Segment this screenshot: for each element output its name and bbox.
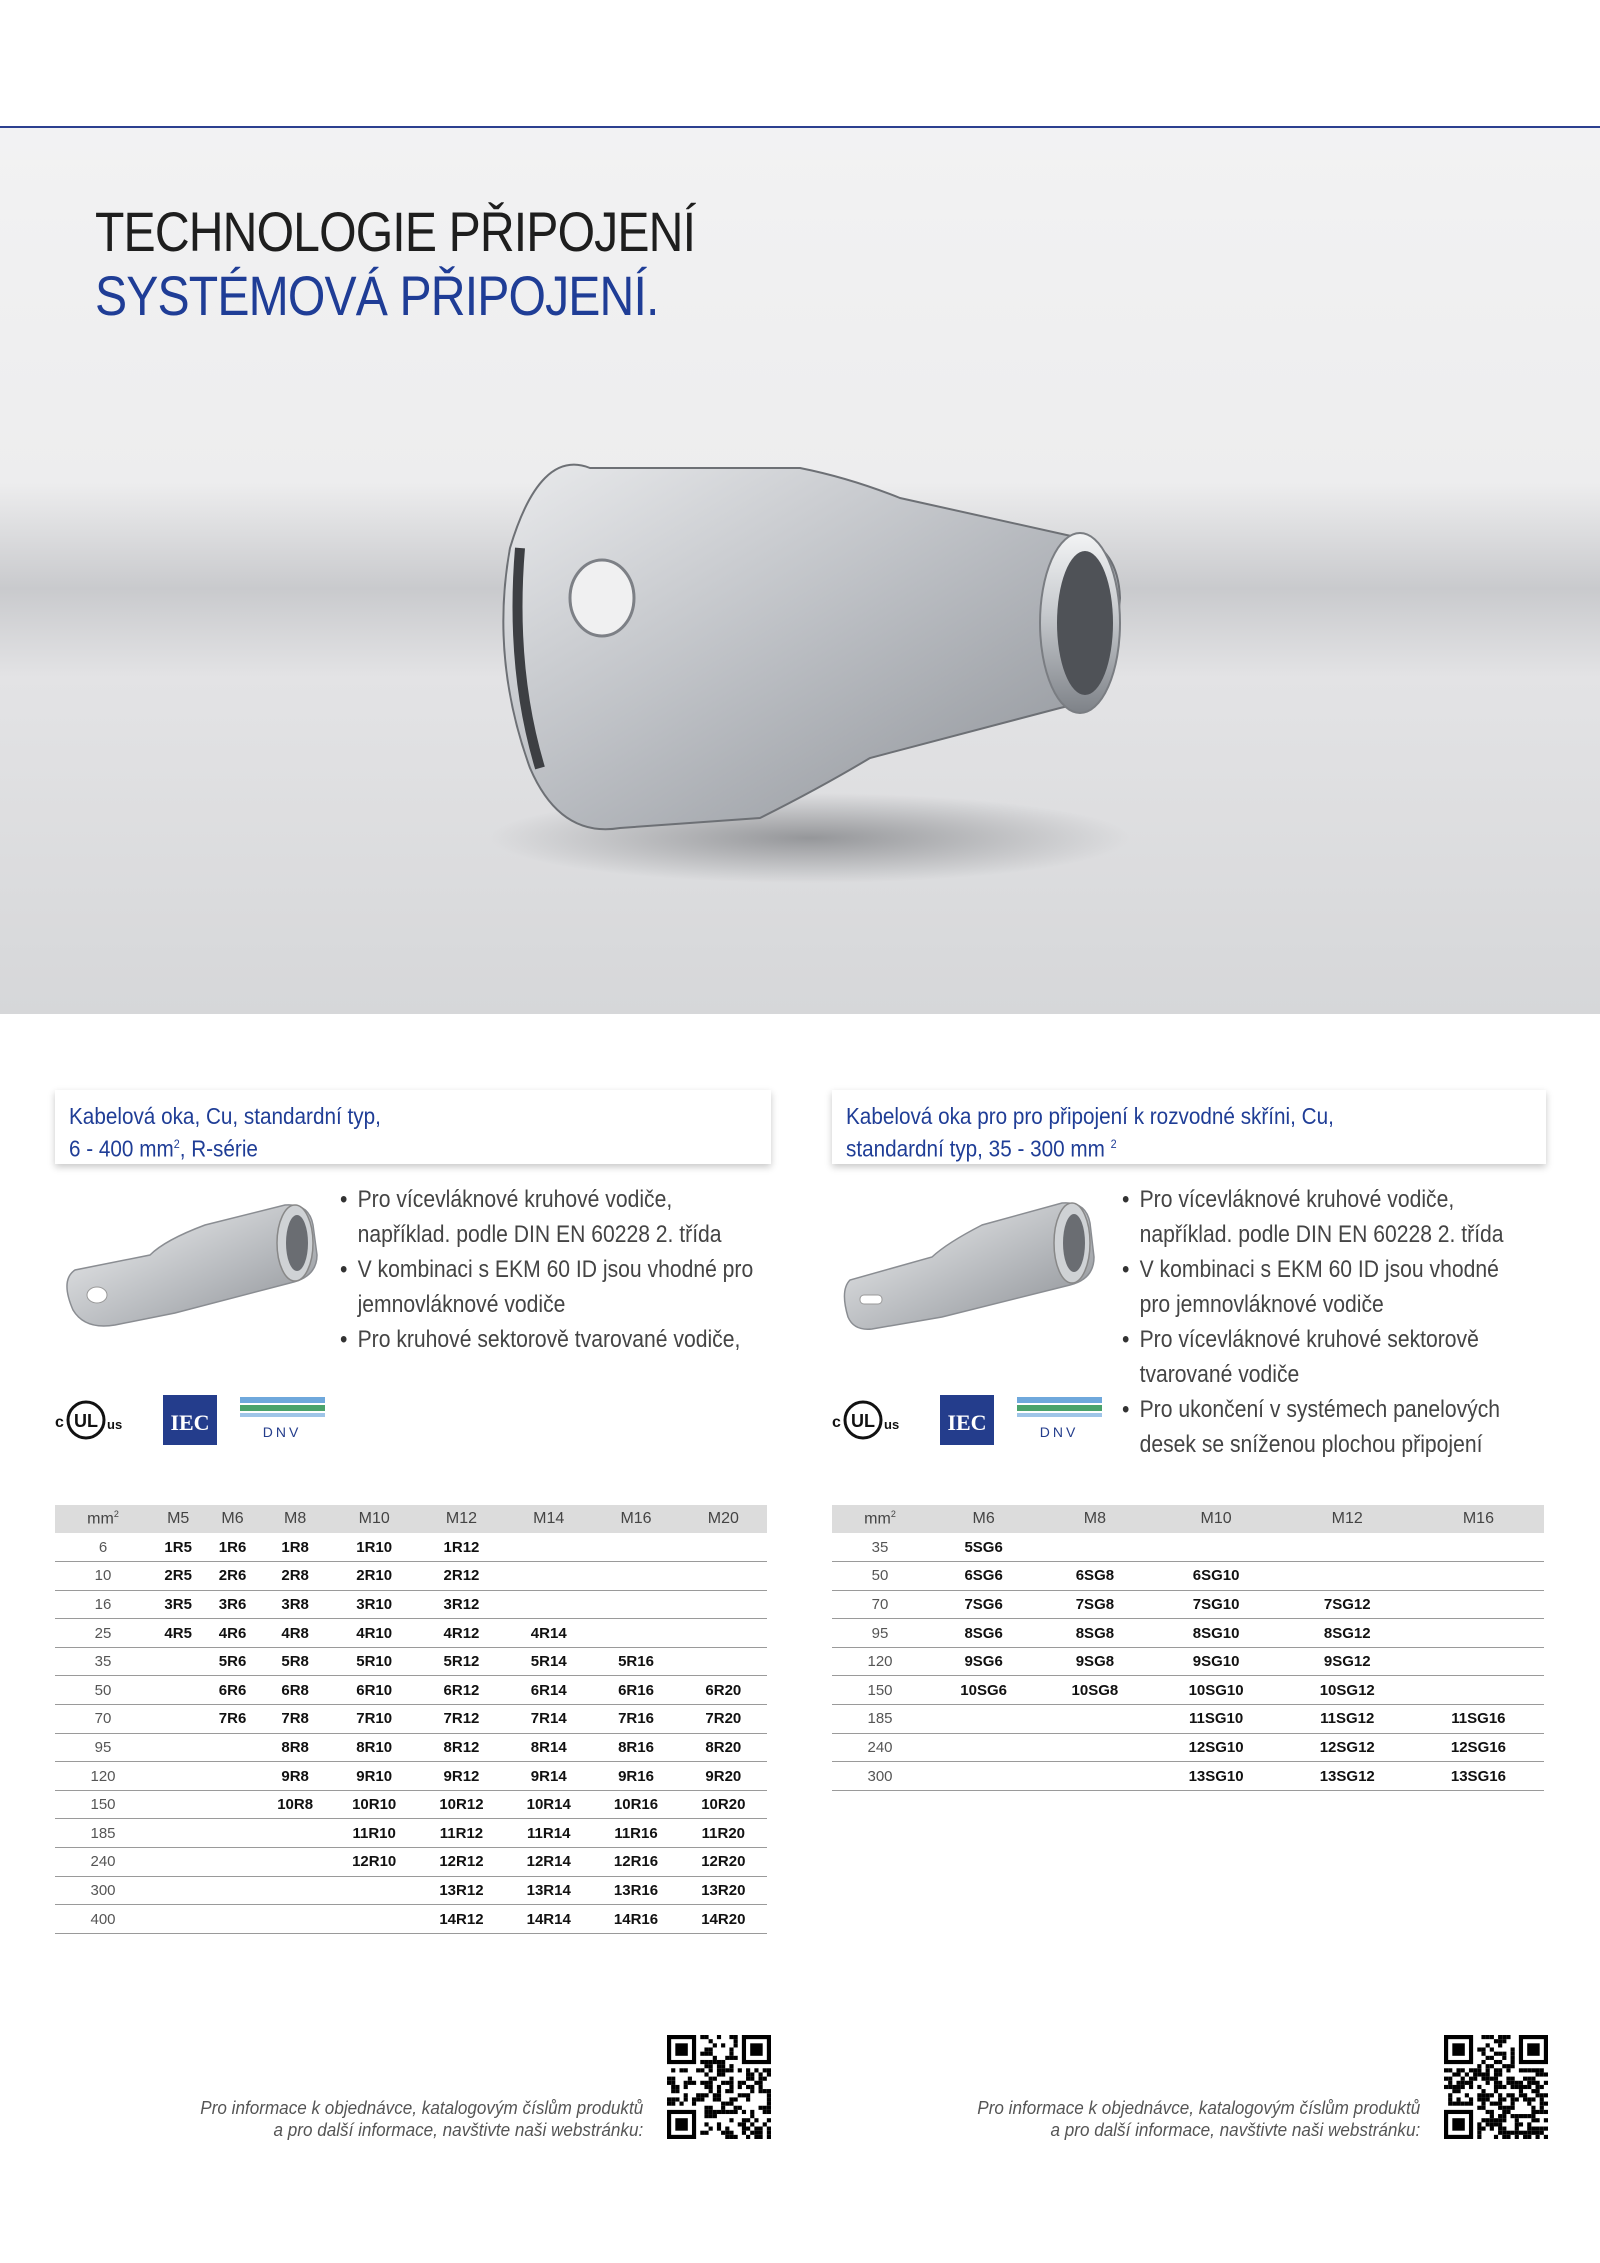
article-number-cell [1282,1533,1413,1562]
article-number-cell [1282,1562,1413,1591]
product-title-line1: Kabelová oka pro pro připojení k rozvodné skříni, Cu, [846,1103,1334,1129]
article-number-cell: 7R6 [205,1705,259,1734]
article-number-cell: 3R6 [205,1590,259,1619]
ul-us-text: us [107,1417,123,1432]
cross-section-cell: 70 [55,1705,151,1734]
article-number-cell [151,1819,205,1848]
dnv-text: DNV [1039,1424,1079,1440]
article-number-cell: 7SG12 [1282,1590,1413,1619]
table-body [55,1533,767,1933]
table-row [832,1619,1544,1648]
article-number-cell: 7SG8 [1039,1590,1150,1619]
ul-c-text: c [55,1414,64,1431]
column-header: M12 [418,1505,505,1533]
article-number-cell [680,1647,767,1676]
column-header: M8 [1039,1505,1150,1533]
feature-item: • Pro kruhové sektorově tvarované vodiče, [340,1322,754,1357]
feature-item: • V kombinaci s EKM 60 ID jsou vhodné pro jemnovláknové vodiče [1122,1252,1527,1322]
article-number-cell: 5R6 [205,1647,259,1676]
article-number-cell: 9SG12 [1282,1647,1413,1676]
article-number-cell [151,1790,205,1819]
certification-logos [55,1385,335,1445]
certification-logos [832,1385,1112,1445]
article-number-cell: 9SG8 [1039,1647,1150,1676]
article-number-cell: 13SG12 [1282,1762,1413,1791]
table-row [55,1590,767,1619]
article-number-cell: 8SG12 [1282,1619,1413,1648]
cross-section-cell: 185 [832,1705,928,1734]
article-number-cell: 10SG6 [928,1676,1039,1705]
article-number-cell: 3R5 [151,1590,205,1619]
product-title-box [55,1090,771,1164]
article-number-cell [151,1876,205,1905]
article-number-cell: 10SG8 [1039,1676,1150,1705]
article-number-cell: 11SG16 [1413,1705,1544,1734]
article-number-cell: 5R16 [592,1647,679,1676]
article-number-cell: 6SG8 [1039,1562,1150,1591]
table-row [832,1562,1544,1591]
table-row [55,1819,767,1848]
footer-left [55,2035,771,2145]
unit-header: $mm^2$ [55,1505,151,1533]
article-number-cell: 2R5 [151,1562,205,1591]
dnv-text: DNV [262,1424,302,1440]
article-number-cell: 6R8 [260,1676,331,1705]
article-number-cell: 3R10 [331,1590,418,1619]
product-image-sg-series [832,1185,1102,1360]
table-row [55,1762,767,1791]
article-number-cell [1039,1733,1150,1762]
column-header: M12 [1282,1505,1413,1533]
table-row [55,1876,767,1905]
article-number-cell: 1R5 [151,1533,205,1562]
iec-logo [163,1395,217,1445]
article-number-cell [592,1533,679,1562]
product-title-line1: Kabelová oka, Cu, standardní typ, [69,1103,381,1129]
article-number-cell [151,1733,205,1762]
article-number-cell: 10R12 [418,1790,505,1819]
product-title [846,1102,1463,1163]
article-number-cell: 5R14 [505,1647,592,1676]
column-header: M16 [592,1505,679,1533]
feature-item: • V kombinaci s EKM 60 ID jsou vhodné pro jemnovláknové vodiče [340,1252,754,1322]
table-row [832,1733,1544,1762]
article-number-cell: 5R12 [418,1647,505,1676]
article-number-cell: 12SG12 [1282,1733,1413,1762]
table-row [832,1676,1544,1705]
article-number-cell: 13R12 [418,1876,505,1905]
article-number-cell: 11R12 [418,1819,505,1848]
article-number-cell: 9R12 [418,1762,505,1791]
article-number-cell: 11SG12 [1282,1705,1413,1734]
feature-item: • Pro ukončení v systémech panelových desek se sníženou plochou připojení [1122,1392,1527,1462]
table-row [55,1619,767,1648]
table-row [832,1762,1544,1791]
footer-right [832,2035,1548,2145]
ul-mark-text: UL [851,1411,875,1431]
table-row [55,1848,767,1877]
product-column-right [832,1090,1532,1785]
iec-text: IEC [947,1410,987,1435]
article-number-cell: 10R16 [592,1790,679,1819]
article-number-cell: 9R16 [592,1762,679,1791]
table-row [832,1533,1544,1562]
product-title-box [832,1090,1546,1164]
article-number-cell: 10R10 [331,1790,418,1819]
article-number-cell: 1R6 [205,1533,259,1562]
article-number-cell: 3R12 [418,1590,505,1619]
article-number-cell: 13R14 [505,1876,592,1905]
hero-title-line1: TECHNOLOGIE PŘIPOJENÍ [95,200,696,263]
article-number-cell: 10R14 [505,1790,592,1819]
article-number-cell [1151,1533,1282,1562]
article-number-cell [205,1733,259,1762]
product-title-line2: standardní typ, 35 - 300 mm [846,1135,1105,1162]
article-number-cell [331,1905,418,1934]
table-header-row [832,1505,1544,1533]
ul-logo [832,1402,899,1438]
table-body [832,1533,1544,1790]
dnv-logo [1017,1397,1102,1440]
product-title [69,1102,688,1163]
article-number-cell [592,1562,679,1591]
article-number-cell: 14R16 [592,1905,679,1934]
article-number-cell: 6SG10 [1151,1562,1282,1591]
article-number-cell: 13SG10 [1151,1762,1282,1791]
table-row [832,1705,1544,1734]
article-number-cell: 1R12 [418,1533,505,1562]
table-row [55,1733,767,1762]
feature-item: • Pro vícevláknové kruhové vodiče, například. podle DIN EN 60228 2. třída [340,1182,754,1252]
article-number-cell: 7R14 [505,1705,592,1734]
article-number-cell [1039,1762,1150,1791]
article-number-cell: 10R8 [260,1790,331,1819]
cross-section-cell: 240 [832,1733,928,1762]
column-header: M6 [928,1505,1039,1533]
article-number-cell: 8R20 [680,1733,767,1762]
article-number-cell: 13R20 [680,1876,767,1905]
article-number-cell: 6R12 [418,1676,505,1705]
article-number-cell: 8R12 [418,1733,505,1762]
ul-logo [55,1402,122,1438]
article-number-cell: 1R10 [331,1533,418,1562]
article-number-cell: 8SG6 [928,1619,1039,1648]
article-number-cell: 7R20 [680,1705,767,1734]
table-row [55,1905,767,1934]
article-number-cell [151,1705,205,1734]
footer-line2: a pro další informace, navštivte naši webstránku: [273,2120,643,2140]
article-number-cell: 2R8 [260,1562,331,1591]
table-row [55,1562,767,1591]
title-superscript: 2 [173,1137,180,1151]
article-number-cell [1039,1533,1150,1562]
article-number-cell: 12R10 [331,1848,418,1877]
article-number-cell: 4R6 [205,1619,259,1648]
hero-banner [0,128,1600,1014]
article-number-cell: 6SG6 [928,1562,1039,1591]
article-number-cell: 9SG6 [928,1647,1039,1676]
article-number-cell [680,1533,767,1562]
article-number-table [55,1505,767,1934]
article-number-cell [928,1762,1039,1791]
column-header: M5 [151,1505,205,1533]
article-number-cell: 9R20 [680,1762,767,1791]
feature-list [340,1182,754,1357]
column-header: M14 [505,1505,592,1533]
cross-section-cell: 150 [832,1676,928,1705]
article-number-cell [205,1762,259,1791]
cross-section-cell: 35 [55,1647,151,1676]
cross-section-cell: 120 [832,1647,928,1676]
feature-list [1122,1182,1527,1462]
article-number-cell: 6R16 [592,1676,679,1705]
article-number-cell [505,1533,592,1562]
article-number-cell: 11R16 [592,1819,679,1848]
article-number-cell [1413,1533,1544,1562]
footer-text [977,2097,1420,2141]
column-header: M20 [680,1505,767,1533]
hero-title-line2: SYSTÉMOVÁ PŘIPOJENÍ. [95,264,659,327]
article-number-cell: 9R14 [505,1762,592,1791]
article-number-cell: 9R10 [331,1762,418,1791]
table-header-row [55,1505,767,1533]
iec-text: IEC [170,1410,210,1435]
article-number-cell [205,1819,259,1848]
article-number-cell: 8SG8 [1039,1619,1150,1648]
table-row [832,1647,1544,1676]
product-column-left [55,1090,755,1928]
footer-line2: a pro další informace, navštivte naši webstránku: [1050,2120,1420,2140]
cross-section-cell: 400 [55,1905,151,1934]
article-number-cell [505,1562,592,1591]
cross-section-cell: 300 [832,1762,928,1791]
article-number-cell: 11R10 [331,1819,418,1848]
article-number-cell: 5SG6 [928,1533,1039,1562]
footer-line1: Pro informace k objednávce, katalogovým číslům produktů [200,2098,643,2118]
article-number-cell: 3R8 [260,1590,331,1619]
article-number-cell: 11R14 [505,1819,592,1848]
article-number-cell: 12R16 [592,1848,679,1877]
article-number-cell [592,1619,679,1648]
article-number-cell: 7R10 [331,1705,418,1734]
footer-line1: Pro informace k objednávce, katalogovým číslům produktů [977,2098,1420,2118]
table-row [55,1705,767,1734]
dnv-logo [240,1397,325,1440]
article-number-cell: 13R16 [592,1876,679,1905]
article-number-cell [151,1848,205,1877]
article-number-cell [928,1705,1039,1734]
article-number-cell: 12R12 [418,1848,505,1877]
article-number-cell: 2R12 [418,1562,505,1591]
article-number-cell: 7R16 [592,1705,679,1734]
table-row [55,1790,767,1819]
article-number-cell: 10SG10 [1151,1676,1282,1705]
article-number-table [832,1505,1544,1791]
ul-mark-text: UL [74,1411,98,1431]
article-number-cell [260,1905,331,1934]
article-number-cell [1413,1676,1544,1705]
article-number-cell: 12SG16 [1413,1733,1544,1762]
cross-section-cell: 16 [55,1590,151,1619]
article-number-cell: 7SG6 [928,1590,1039,1619]
cross-section-cell: 150 [55,1790,151,1819]
article-number-cell: 10SG12 [1282,1676,1413,1705]
article-number-cell: 4R12 [418,1619,505,1648]
article-number-cell [680,1562,767,1591]
article-number-cell [1413,1619,1544,1648]
hero-title [95,200,695,328]
footer-text [200,2097,643,2141]
article-number-cell: 9SG10 [1151,1647,1282,1676]
article-number-cell [205,1848,259,1877]
article-number-cell: 5R10 [331,1647,418,1676]
article-number-cell: 14R14 [505,1905,592,1934]
article-number-cell [1413,1562,1544,1591]
article-number-cell [205,1876,259,1905]
article-number-cell: 4R14 [505,1619,592,1648]
cross-section-cell: 185 [55,1819,151,1848]
article-number-cell: 7R12 [418,1705,505,1734]
cross-section-cell: 25 [55,1619,151,1648]
article-number-cell: 2R6 [205,1562,259,1591]
article-number-cell: 6R10 [331,1676,418,1705]
cross-section-cell: 95 [832,1619,928,1648]
table-row [55,1676,767,1705]
article-number-cell: 8SG10 [1151,1619,1282,1648]
article-number-cell: 11SG10 [1151,1705,1282,1734]
article-number-cell: 11R20 [680,1819,767,1848]
cross-section-cell: 95 [55,1733,151,1762]
article-number-cell: 14R20 [680,1905,767,1934]
article-number-cell [1413,1647,1544,1676]
article-number-cell: 6R20 [680,1676,767,1705]
column-header: M16 [1413,1505,1544,1533]
article-number-cell: 8R16 [592,1733,679,1762]
cross-section-cell: 240 [55,1848,151,1877]
table-row [55,1533,767,1562]
article-number-cell [151,1905,205,1934]
table-row [55,1647,767,1676]
article-number-cell [1413,1590,1544,1619]
article-number-cell: 4R10 [331,1619,418,1648]
cross-section-cell: 50 [55,1676,151,1705]
product-title-line2-suffix: , R-série [179,1135,258,1162]
cable-lug-photo [480,408,1180,908]
article-number-cell: 8R14 [505,1733,592,1762]
article-number-cell [205,1905,259,1934]
article-number-cell [928,1733,1039,1762]
qr-code[interactable] [1444,2035,1548,2139]
article-number-cell [205,1790,259,1819]
article-number-cell: 12R14 [505,1848,592,1877]
feature-item: • Pro vícevláknové kruhové sektorově tvarované vodiče [1122,1322,1527,1392]
article-number-cell [1039,1705,1150,1734]
article-number-cell: 9R8 [260,1762,331,1791]
article-number-cell: 8R10 [331,1733,418,1762]
article-number-cell [505,1590,592,1619]
article-number-cell [331,1876,418,1905]
article-number-cell [680,1619,767,1648]
article-number-cell: 12R20 [680,1848,767,1877]
article-number-cell [592,1590,679,1619]
article-number-cell [680,1590,767,1619]
cross-section-cell: 10 [55,1562,151,1591]
title-superscript: 2 [1110,1137,1117,1151]
cross-section-cell: 300 [55,1876,151,1905]
table-row [832,1590,1544,1619]
article-number-cell: 13SG16 [1413,1762,1544,1791]
article-number-cell [151,1647,205,1676]
cross-section-cell: 35 [832,1533,928,1562]
article-number-cell: 7SG10 [1151,1590,1282,1619]
article-number-cell: 10R20 [680,1790,767,1819]
article-number-cell: 6R14 [505,1676,592,1705]
product-title-line2: 6 - 400 mm [69,1135,174,1162]
cross-section-cell: 120 [55,1762,151,1791]
article-number-cell [151,1676,205,1705]
ul-c-text: c [832,1414,841,1431]
article-number-cell [260,1876,331,1905]
article-number-cell [260,1848,331,1877]
article-number-cell: 8R8 [260,1733,331,1762]
column-header: M10 [1151,1505,1282,1533]
article-number-cell [260,1819,331,1848]
column-header: M6 [205,1505,259,1533]
article-number-cell: 1R8 [260,1533,331,1562]
article-number-cell: 14R12 [418,1905,505,1934]
article-number-cell: 2R10 [331,1562,418,1591]
product-image-r-series [55,1185,325,1360]
qr-code[interactable] [667,2035,771,2139]
feature-item: • Pro vícevláknové kruhové vodiče, například. podle DIN EN 60228 2. třída [1122,1182,1527,1252]
article-number-cell: 6R6 [205,1676,259,1705]
article-number-cell [151,1762,205,1791]
article-number-cell: 5R8 [260,1647,331,1676]
unit-header: $mm^2$ [832,1505,928,1533]
article-number-cell: 4R8 [260,1619,331,1648]
cross-section-cell: 6 [55,1533,151,1562]
column-header: M10 [331,1505,418,1533]
article-number-cell: 12SG10 [1151,1733,1282,1762]
iec-logo [940,1395,994,1445]
article-number-cell: 4R5 [151,1619,205,1648]
article-number-cell: 7R8 [260,1705,331,1734]
column-header: M8 [260,1505,331,1533]
ul-us-text: us [884,1417,900,1432]
cross-section-cell: 70 [832,1590,928,1619]
cross-section-cell: 50 [832,1562,928,1591]
